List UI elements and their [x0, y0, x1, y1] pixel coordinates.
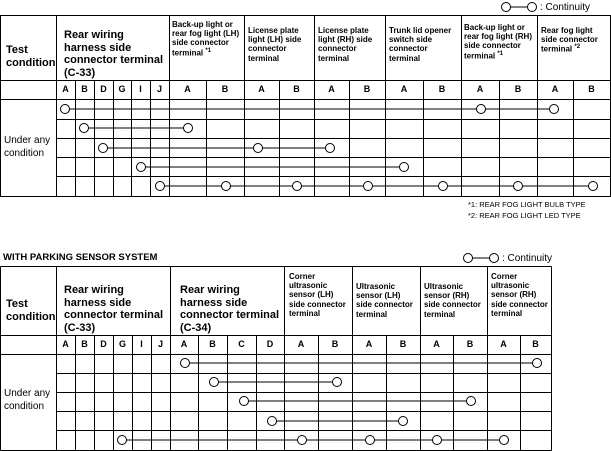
t1-terminal-15: B — [514, 84, 522, 94]
t1-terminal-12: A — [400, 84, 408, 94]
t2-test-condition: Test condition — [6, 298, 56, 323]
t2-terminal-4: I — [140, 339, 143, 349]
t1-note-2: *2: REAR FOG LIGHT LED TYPE — [468, 211, 581, 220]
t1-header-trunk: Trunk lid opener switch side connector terminal — [389, 26, 452, 63]
t1-terminal-1: B — [81, 84, 88, 94]
t2-section-title: WITH PARKING SENSOR SYSTEM — [3, 252, 158, 263]
t1-header-backup-rh: Back-up light or rear fog light (RH) side connector terminal $^{*1}$ — [464, 23, 532, 61]
t2-header-corner-lh: Corner ultrasonic sensor (LH) side connector terminal — [289, 272, 346, 318]
t1-header-c33: Rear wiring harness side connector terminal (C-33) — [64, 29, 164, 79]
t1-terminal-2: D — [100, 84, 107, 94]
t1-header-rear-fog: Rear fog light side connector terminal $^{*2}$ — [541, 26, 598, 55]
t2-terminal-12: A — [365, 339, 373, 349]
t1-terminal-7: B — [221, 84, 229, 94]
continuity-path-t2-2 — [210, 378, 342, 387]
t2-terminal-2: D — [100, 339, 107, 349]
t1-condition: Under any condition — [4, 135, 51, 159]
t1-header-backup-lh: Back-up light or rear fog light (LH) side connector terminal $^{*1}$ — [172, 20, 240, 58]
t2-terminal-6: A — [180, 339, 188, 349]
t2-condition: Under any condition — [4, 388, 51, 412]
t2-terminal-11: B — [331, 339, 339, 349]
t2-terminal-16: A — [500, 339, 507, 349]
legend-text-2: : Continuity — [502, 252, 553, 264]
t1-terminal-13: B — [438, 84, 446, 94]
t2-terminal-1: B — [81, 339, 88, 349]
t1-terminal-4: I — [139, 84, 142, 94]
t1-terminal-14: A — [476, 84, 484, 94]
t1-terminal-8: A — [258, 84, 265, 94]
t2-terminal-7: B — [209, 339, 216, 349]
t2-header-ultra-rh: Ultrasonic sensor (RH) side connector terminal — [424, 282, 481, 319]
legend-text: : Continuity — [540, 1, 591, 13]
continuity-path-t2-5 — [118, 436, 509, 445]
continuity-path-t2-3 — [240, 397, 476, 406]
t2-header-c33: Rear wiring harness side connector terminal (C-33) — [64, 284, 164, 334]
t1-terminal-3: G — [118, 84, 126, 94]
t2-terminal-10: A — [297, 339, 305, 349]
t2-terminal-8: C — [238, 339, 245, 349]
t2-header-c34: Rear wiring harness side connector terminal (C-34) — [180, 284, 280, 334]
t1-terminal-16: A — [551, 84, 559, 94]
t1-test-condition: Test condition — [6, 44, 56, 69]
t2-terminal-13: B — [399, 339, 407, 349]
t1-terminal-6: A — [184, 84, 191, 94]
t2-terminal-17: B — [532, 339, 539, 349]
t1-terminal-10: A — [328, 84, 335, 94]
t1-terminal-11: B — [363, 84, 371, 94]
t1-terminal-9: B — [293, 84, 300, 94]
t2-header-ultra-lh: Ultrasonic sensor (LH) side connector terminal — [356, 282, 413, 319]
t2-terminal-15: B — [466, 339, 474, 349]
t2-header-corner-rh: Corner ultrasonic sensor (RH) side connector terminal — [491, 272, 548, 318]
t1-terminal-0: A — [62, 84, 69, 94]
t2-terminal-5: J — [157, 339, 163, 349]
t1-terminal-5: J — [156, 84, 162, 94]
t2-terminal-9: D — [266, 339, 274, 349]
t2-terminal-14: A — [433, 339, 440, 349]
t1-header-license-lh: License plate light (LH) side connector terminal — [248, 26, 302, 63]
t1-note-1: *1: REAR FOG LIGHT BULB TYPE — [468, 200, 586, 209]
t2-terminal-3: G — [118, 339, 126, 349]
t2-terminal-0: A — [62, 339, 69, 349]
t1-header-license-rh: License plate light (RH) side connector terminal — [318, 26, 373, 63]
t1-terminal-17: B — [588, 84, 595, 94]
